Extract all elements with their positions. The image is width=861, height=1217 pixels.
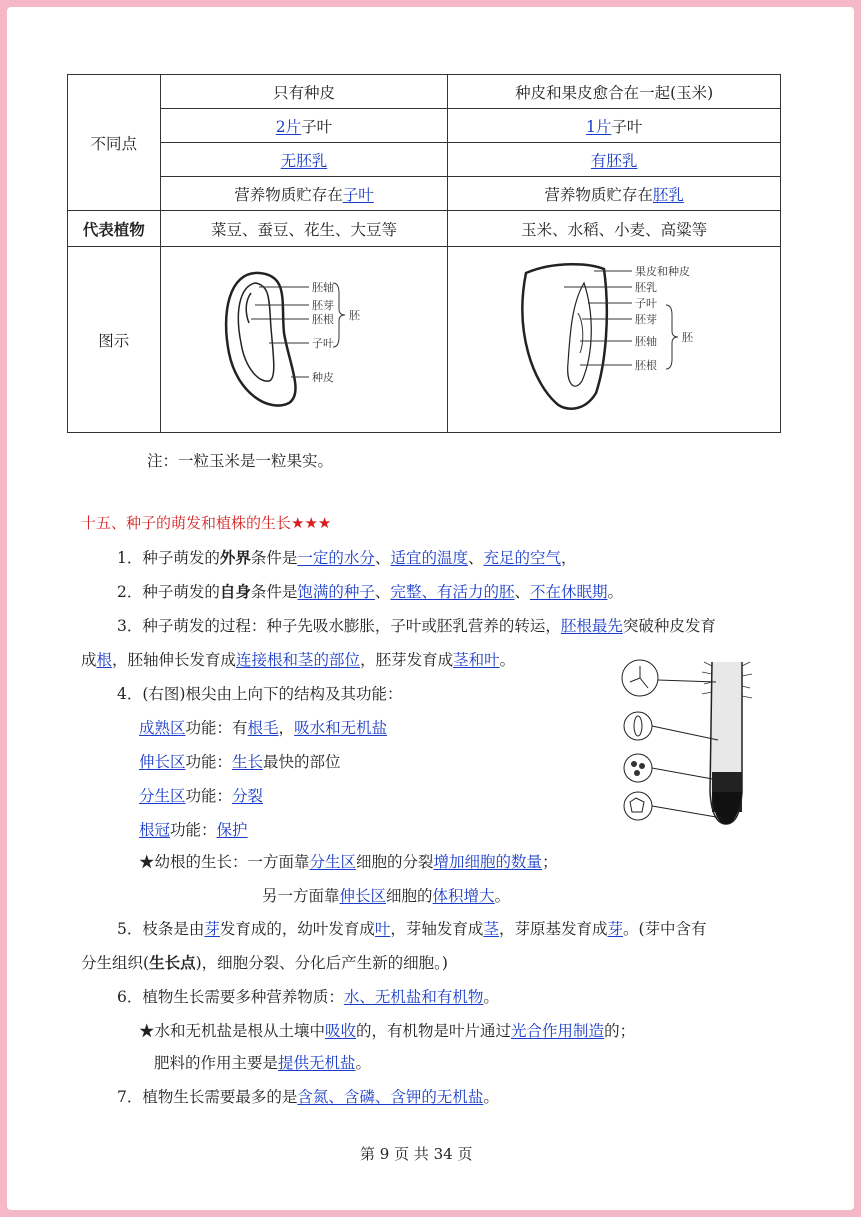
corn-seed-figure xyxy=(448,247,781,433)
item-5-line1: 5．枝条是由芽发育成的，幼叶发育成叶，芽轴发育成茎，芽原基发育成芽。(芽中含有 xyxy=(117,920,707,938)
cell-corn-storage: 营养物质贮存在胚乳 xyxy=(448,177,781,211)
item-6-star: ★水和无机盐是根从土壤中吸收的，有机物是叶片通过光合作用制造的； xyxy=(139,1022,636,1040)
item-4-growth-2: 另一方面靠伸长区细胞的体积增大。 xyxy=(262,887,511,905)
cell-corn-coat: 种皮和果皮愈合在一起(玉米) xyxy=(448,75,781,109)
cell-bean-cotyledon: 2片子叶 xyxy=(160,109,448,143)
item-6: 6．植物生长需要多种营养物质：水、无机盐和有机物。 xyxy=(117,988,499,1006)
label-bean-embryo: 胚 xyxy=(348,308,360,322)
item-3-line2: 成根，胚轴伸长发育成连接根和茎的部位，胚芽发育成茎和叶。 xyxy=(81,651,516,669)
cell-corn-cotyledon: 1片子叶 xyxy=(448,109,781,143)
cell-bean-endosperm: 无胚乳 xyxy=(160,143,448,177)
item-2: 2．种子萌发的自身条件是饱满的种子、完整、有活力的胚、不在休眠期。 xyxy=(117,583,623,601)
seed-comparison-table xyxy=(67,74,781,433)
item-4-maturation: 成熟区功能：有根毛，吸水和无机盐 xyxy=(139,719,388,737)
root-tip-diagram xyxy=(618,652,760,828)
item-5-line2: 分生组织(生长点)，细胞分裂、分化后产生新的细胞。) xyxy=(81,954,448,972)
item-7: 7．植物生长需要最多的是含氮、含磷、含钾的无机盐。 xyxy=(117,1088,499,1106)
label-bean-cotyledon: 子叶 xyxy=(311,336,334,350)
label-corn-axis: 胚轴 xyxy=(635,334,658,348)
item-4-elongation: 伸长区功能：生长最快的部位 xyxy=(139,753,341,771)
label-corn-cotyledon: 子叶 xyxy=(635,296,658,310)
label-bean-coat: 种皮 xyxy=(311,370,334,384)
cell-corn-endosperm: 有胚乳 xyxy=(448,143,781,177)
label-corn-embryo: 胚 xyxy=(682,330,694,344)
item-4-head: 4．(右图)根尖由上向下的结构及其功能： xyxy=(117,685,403,703)
rep-label: 代表植物 xyxy=(68,211,161,247)
bean-seed-figure xyxy=(160,247,448,433)
item-4-growth-1: ★幼根的生长：一方面靠分生区细胞的分裂增加细胞的数量； xyxy=(139,853,558,871)
cell-bean-storage: 营养物质贮存在子叶 xyxy=(160,177,448,211)
label-bean-axis: 胚轴 xyxy=(311,280,334,294)
label-bean-root: 胚根 xyxy=(311,312,334,326)
item-3-line1: 3．种子萌发的过程：种子先吸水膨胀，子叶或胚乳营养的转运，胚根最先突破种皮发育 xyxy=(117,617,716,635)
cell-bean-coat: 只有种皮 xyxy=(160,75,448,109)
diff-label: 不同点 xyxy=(68,75,161,211)
bean-seed-diagram xyxy=(189,253,419,423)
item-6-fertilizer: 肥料的作用主要是提供无机盐。 xyxy=(154,1054,372,1072)
rep-bean: 菜豆、蚕豆、花生、大豆等 xyxy=(160,211,448,247)
label-bean-bud: 胚芽 xyxy=(311,298,334,312)
item-1: 1．种子萌发的外界条件是一定的水分、适宜的温度、充足的空气， xyxy=(117,549,577,567)
corn-seed-diagram xyxy=(484,253,744,423)
section-title: 十五、种子的萌发和植株的生长★★★ xyxy=(81,514,332,532)
page-footer: 第 9 页 共 34 页 xyxy=(360,1145,473,1163)
rep-corn: 玉米、水稻、小麦、高粱等 xyxy=(448,211,781,247)
label-corn-endosperm: 胚乳 xyxy=(635,280,658,294)
label-corn-root: 胚根 xyxy=(635,358,658,372)
label-corn-pericarp: 果皮和种皮 xyxy=(635,264,691,278)
item-4-rootcap: 根冠功能：保护 xyxy=(139,821,248,839)
item-4-meristem: 分生区功能：分裂 xyxy=(139,787,264,805)
note: 注：一粒玉米是一粒果实。 xyxy=(147,452,334,470)
label-corn-bud: 胚芽 xyxy=(635,312,658,326)
fig-label: 图示 xyxy=(68,247,161,433)
